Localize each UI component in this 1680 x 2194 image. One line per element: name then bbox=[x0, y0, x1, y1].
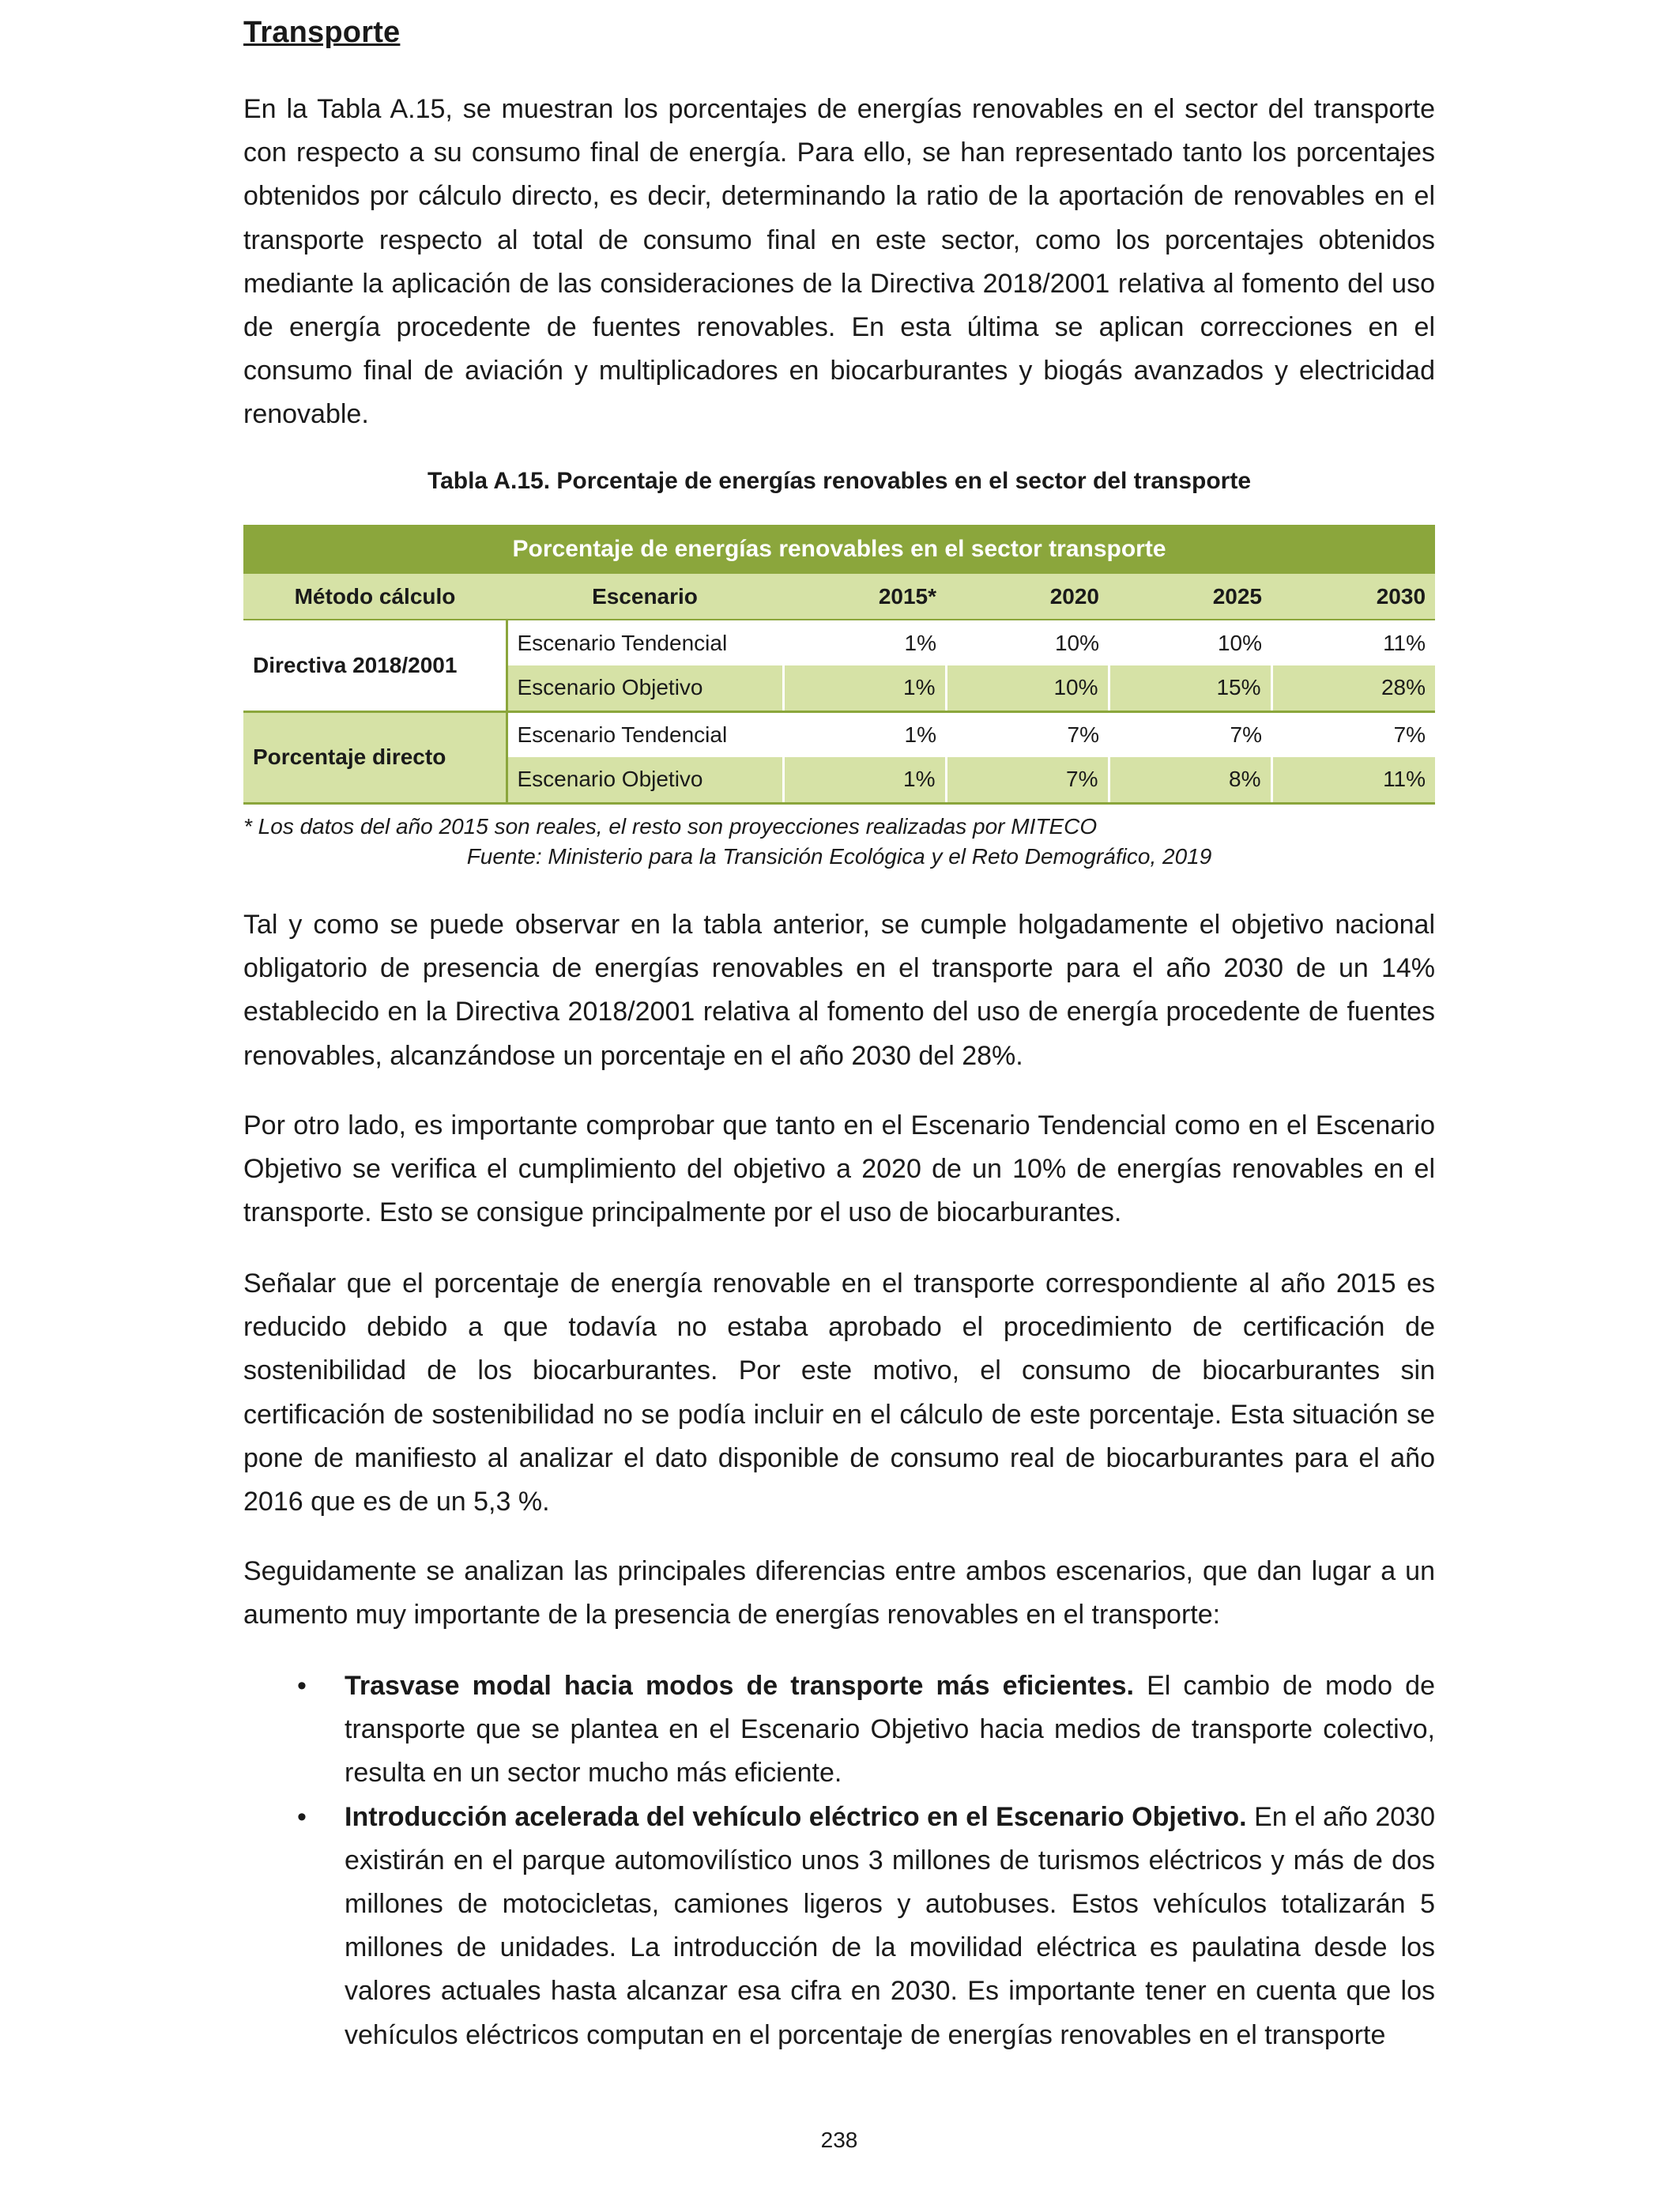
value-cell: 10% bbox=[946, 665, 1109, 711]
paragraph: Señalar que el porcentaje de energía renovable en el transporte correspondiente al año 2015 es reducido debido a que todavía no estaba aprobado el procedimiento de certificación de sostenibilidad de los biocarburantes. Por este motivo, el consumo de biocarburantes sin certificación de sostenibilidad no se podía incluir en el cálculo de este porcentaje. Esta situación se pone de manifiesto al analizar el dato disponible de consumo real de biocarburantes para el año 2016 que es de un 5,3 %. bbox=[243, 1269, 1435, 1517]
table-caption: Tabla A.15. Porcentaje de energías renovables en el sector del transporte bbox=[427, 468, 1252, 494]
value-cell: 8% bbox=[1109, 757, 1271, 803]
table-source: Fuente: Ministerio para la Transición Ecológica y el Reto Demográfico, 2019 bbox=[466, 844, 1212, 869]
method-cell: Directiva 2018/2001 bbox=[243, 620, 507, 711]
value-cell: 10% bbox=[946, 620, 1109, 665]
value-cell: 11% bbox=[1271, 620, 1435, 665]
paragraph: Por otro lado, es importante comprobar que tanto en el Escenario Tendencial como en el Escenario Objetivo se verifica el cumplimiento del objetivo a 2020 de un 10% de energías renovables en el transporte. Esto se consigue principalmente por el uso de biocarburantes. bbox=[243, 1110, 1435, 1228]
bullet-heading: Introducción acelerada del vehículo eléctrico en el Escenario Objetivo. bbox=[345, 1801, 1247, 1832]
list-item bbox=[243, 1796, 1435, 2057]
page-number: 238 bbox=[820, 2128, 858, 2152]
renewables-table bbox=[243, 525, 1435, 805]
value-cell: 1% bbox=[783, 620, 946, 665]
value-cell: 7% bbox=[946, 711, 1109, 757]
table-title: Porcentaje de energías renovables en el sector transporte bbox=[243, 525, 1435, 574]
table-footnote: * Los datos del año 2015 son reales, el resto son proyecciones realizadas por MITECO bbox=[243, 814, 1098, 839]
value-cell: 7% bbox=[1109, 711, 1271, 757]
scenario-cell: Escenario Objetivo bbox=[507, 665, 783, 711]
value-cell: 1% bbox=[783, 711, 946, 757]
header-metodo: Método cálculo bbox=[243, 574, 507, 620]
table-row bbox=[243, 711, 1435, 757]
bullet-text: El cambio de modo de transporte que se plantea en el Escenario Objetivo hacia medios de transporte colectivo, resulta en un sector mucho más eficiente. bbox=[345, 1671, 1435, 1789]
scenario-cell: Escenario Tendencial bbox=[507, 711, 783, 757]
intro-paragraph: En la Tabla A.15, se muestran los porcentajes de energías renovables en el sector del transporte con respecto a su consumo final de energía. Para ello, se han representado tanto los porcentajes obtenidos por cálculo directo, es decir, determinando la ratio de la aportación de renovables en el transporte respecto al total de consumo final en este sector, como los porcentajes obtenidos mediante la aplicación de las consideraciones de la Directiva 2018/2001 relativa al fomento del uso de energía procedente de fuentes renovables. En esta última se aplican correcciones en el consumo final de aviación y multiplicadores en biocarburantes y biogás avanzados y electricidad renovable. bbox=[243, 94, 1435, 430]
value-cell: 28% bbox=[1271, 665, 1435, 711]
scenario-cell: Escenario Objetivo bbox=[507, 757, 783, 803]
value-cell: 10% bbox=[1109, 620, 1271, 665]
value-cell: 1% bbox=[783, 757, 946, 803]
bullet-list bbox=[243, 1664, 1435, 2057]
value-cell: 11% bbox=[1271, 757, 1435, 803]
value-cell: 7% bbox=[1271, 711, 1435, 757]
header-escenario: Escenario bbox=[507, 574, 783, 620]
scenario-cell: Escenario Tendencial bbox=[507, 620, 783, 665]
value-cell: 15% bbox=[1109, 665, 1271, 711]
header-2025: 2025 bbox=[1109, 574, 1271, 620]
section-title: Transporte bbox=[243, 16, 401, 49]
header-2030: 2030 bbox=[1271, 574, 1435, 620]
paragraph: Seguidamente se analizan las principales diferencias entre ambos escenarios, que dan lugar a un aumento muy importante de la presencia de energías renovables en el transporte: bbox=[243, 1556, 1435, 1630]
bullet-icon: • bbox=[297, 1801, 307, 1832]
bullet-heading: Trasvase modal hacia modos de transporte más eficientes. bbox=[345, 1671, 1134, 1701]
list-item bbox=[243, 1664, 1435, 1796]
table-header-row bbox=[243, 574, 1435, 620]
value-cell: 7% bbox=[946, 757, 1109, 803]
paragraph: Tal y como se puede observar en la tabla anterior, se cumple holgadamente el objetivo nacional obligatorio de presencia de energías renovables en el transporte para el año 2030 de un 14% establecido en la Directiva 2018/2001 relativa al fomento del uso de energía procedente de fuentes renovables, alcanzándose un porcentaje en el año 2030 del 28%. bbox=[243, 910, 1435, 1071]
header-2020: 2020 bbox=[946, 574, 1109, 620]
method-cell: Porcentaje directo bbox=[243, 711, 507, 803]
table-row bbox=[243, 620, 1435, 665]
bullet-icon: • bbox=[297, 1671, 307, 1701]
header-2015: 2015* bbox=[783, 574, 946, 620]
bullet-text: En el año 2030 existirán en el parque automovilístico unos 3 millones de turismos eléctricos y más de dos millones de motocicletas, camiones ligeros y autobuses. Estos vehículos totalizarán 5 millones de unidades. La introducción de la movilidad eléctrica es paulatina desde los valores actuales hasta alcanzar esa cifra en 2030. Es importante tener en cuenta que los vehículos eléctricos computan en el porcentaje de energías renovables en el transporte bbox=[345, 1801, 1435, 2050]
value-cell: 1% bbox=[783, 665, 946, 711]
